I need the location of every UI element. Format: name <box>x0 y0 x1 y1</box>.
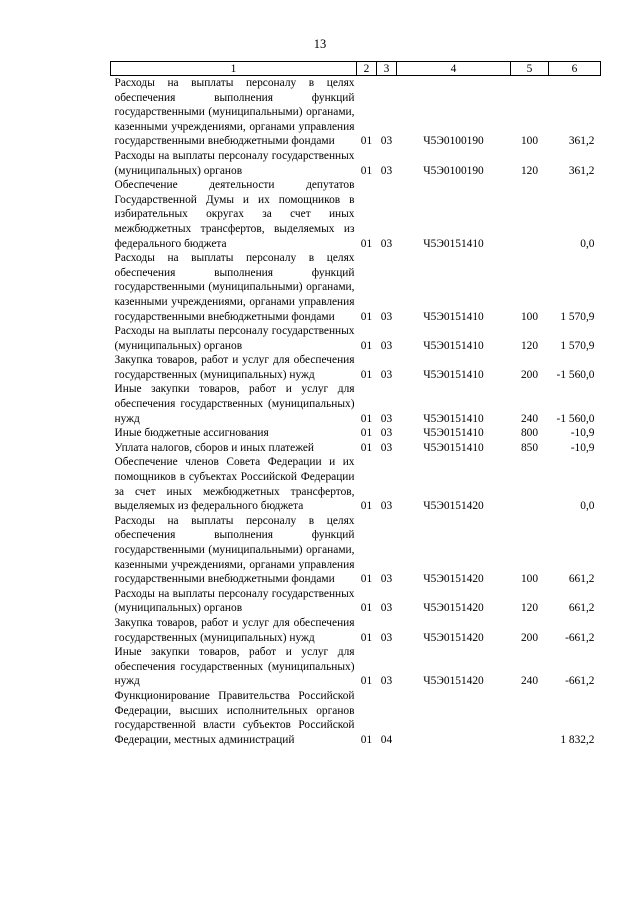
cell-sum: 1 570,9 <box>560 339 595 352</box>
cell-name: Функционирование Правительства Российской Федерации, высших исполнительных органов государственной власти субъектов Российской Федерации, местных администраций <box>114 689 355 746</box>
cell-rz: 01 <box>360 733 373 746</box>
column-header: 6 <box>549 62 601 76</box>
cell-pr: 03 <box>380 412 393 425</box>
cell-csr: Ч5Э0151420 <box>423 500 484 513</box>
table-row <box>111 441 601 456</box>
cell-pr: 03 <box>380 602 393 615</box>
cell-vr: 120 <box>520 602 539 615</box>
cell-vr <box>511 689 549 747</box>
cell-name: Иные закупки товаров, работ и услуг для обеспечения государственных (муниципальных) нужд <box>114 383 355 425</box>
cell-name: Иные бюджетные ассигнования <box>114 427 269 440</box>
cell-rz: 01 <box>360 237 373 250</box>
cell-pr: 03 <box>380 164 393 177</box>
cell-name: Иные закупки товаров, работ и услуг для обеспечения государственных (муниципальных) нужд <box>114 646 355 688</box>
table-row <box>111 251 601 324</box>
cell-csr: Ч5Э0151410 <box>423 237 484 250</box>
table-row <box>111 178 601 251</box>
cell-pr: 03 <box>380 675 393 688</box>
cell-rz: 01 <box>360 500 373 513</box>
cell-name: Расходы на выплаты персоналу в целях обеспечения выполнения функций государственными (муниципальными) органами, казенными учреждениями, органами управления государственными внебюджетными фондами <box>114 514 355 586</box>
cell-csr: Ч5Э0151410 <box>423 310 484 323</box>
cell-csr: Ч5Э0100190 <box>423 135 484 148</box>
table-row <box>111 587 601 616</box>
cell-vr: 100 <box>520 310 539 323</box>
cell-name: Расходы на выплаты персоналу государственных (муниципальных) органов <box>114 149 355 177</box>
cell-vr <box>511 178 549 251</box>
cell-sum: -661,2 <box>565 631 595 644</box>
table-row <box>111 76 601 149</box>
cell-name: Обеспечение деятельности депутатов Государственной Думы и их помощников в избирательных округах за счет иных межбюджетных трансфертов, выделяемых из федерального бюджета <box>114 179 355 250</box>
cell-vr <box>511 455 549 513</box>
cell-rz: 01 <box>360 339 373 352</box>
table-row <box>111 426 601 441</box>
cell-name: Расходы на выплаты персоналу в целях обеспечения выполнения функций государственными (муниципальными) органами, казенными учреждениями, органами управления государственными внебюджетными фондами <box>114 252 355 323</box>
cell-sum: 661,2 <box>568 573 595 586</box>
cell-rz: 01 <box>360 412 373 425</box>
cell-sum: -10,9 <box>570 427 595 440</box>
cell-csr: Ч5Э0151410 <box>423 427 484 440</box>
cell-vr: 120 <box>520 164 539 177</box>
cell-sum: -661,2 <box>565 675 595 688</box>
cell-name: Закупка товаров, работ и услуг для обеспечения государственных (муниципальных) нужд <box>114 354 355 381</box>
cell-name: Уплата налогов, сборов и иных платежей <box>114 441 314 454</box>
cell-vr: 800 <box>520 427 539 440</box>
cell-sum: 0,0 <box>580 237 595 250</box>
cell-rz: 01 <box>360 368 373 381</box>
cell-pr: 03 <box>380 368 393 381</box>
cell-rz: 01 <box>360 675 373 688</box>
cell-vr: 120 <box>520 339 539 352</box>
cell-vr: 100 <box>520 135 539 148</box>
cell-name: Расходы на выплаты персоналу государственных (муниципальных) органов <box>114 325 355 352</box>
cell-sum: 661,2 <box>568 602 595 615</box>
column-header: 4 <box>397 62 511 76</box>
cell-csr: Ч5Э0151410 <box>423 339 484 352</box>
cell-pr: 03 <box>380 573 393 586</box>
cell-pr: 03 <box>380 427 393 440</box>
cell-pr: 04 <box>380 733 393 746</box>
column-header: 1 <box>111 62 357 76</box>
cell-csr: Ч5Э0151420 <box>423 675 484 688</box>
cell-vr: 100 <box>520 573 539 586</box>
cell-pr: 03 <box>380 631 393 644</box>
cell-sum: -10,9 <box>570 441 595 454</box>
cell-csr: Ч5Э0151420 <box>423 631 484 644</box>
cell-csr: Ч5Э0151410 <box>423 412 484 425</box>
table-row <box>111 324 601 353</box>
cell-rz: 01 <box>360 427 373 440</box>
cell-sum: 1 832,2 <box>560 733 595 746</box>
table-row <box>111 149 601 178</box>
cell-sum: 361,2 <box>568 135 595 148</box>
cell-rz: 01 <box>360 135 373 148</box>
cell-vr: 240 <box>520 412 539 425</box>
table-row <box>111 382 601 426</box>
cell-rz: 01 <box>360 602 373 615</box>
cell-name: Закупка товаров, работ и услуг для обеспечения государственных (муниципальных) нужд <box>114 616 355 644</box>
cell-pr: 03 <box>380 135 393 148</box>
cell-pr: 03 <box>380 441 393 454</box>
cell-sum: 0,0 <box>580 500 595 513</box>
cell-name: Расходы на выплаты персоналу государственных (муниципальных) органов <box>114 587 355 615</box>
cell-rz: 01 <box>360 441 373 454</box>
table-row <box>111 616 601 645</box>
page-number: 13 <box>313 37 327 51</box>
column-header: 2 <box>357 62 377 76</box>
cell-sum: -1 560,0 <box>556 412 595 425</box>
cell-pr: 03 <box>380 237 393 250</box>
cell-vr: 240 <box>520 675 539 688</box>
cell-csr: Ч5Э0151420 <box>423 602 484 615</box>
cell-vr: 200 <box>520 368 539 381</box>
cell-name: Расходы на выплаты персоналу в целях обеспечения выполнения функций государственными (муниципальными) органами, казенными учреждениями, органами управления государственными внебюджетными фондами <box>114 77 355 148</box>
cell-rz: 01 <box>360 573 373 586</box>
cell-vr: 850 <box>520 441 539 454</box>
cell-rz: 01 <box>360 164 373 177</box>
cell-csr: Ч5Э0151420 <box>423 573 484 586</box>
cell-csr <box>397 689 511 747</box>
column-header: 3 <box>377 62 397 76</box>
cell-rz: 01 <box>360 631 373 644</box>
table-row <box>111 455 601 513</box>
cell-name: Обеспечение членов Совета Федерации и их помощников в субъектах Российской Федерации за счет иных межбюджетных трансфертов, выделяемых из федерального бюджета <box>114 456 355 513</box>
table-row <box>111 689 601 747</box>
table-row <box>111 645 601 689</box>
cell-pr: 03 <box>380 500 393 513</box>
cell-vr: 200 <box>520 631 539 644</box>
table-row <box>111 353 601 382</box>
cell-rz: 01 <box>360 310 373 323</box>
cell-csr: Ч5Э0100190 <box>423 164 484 177</box>
cell-pr: 03 <box>380 339 393 352</box>
budget-table <box>110 61 601 747</box>
cell-sum: 1 570,9 <box>560 310 595 323</box>
cell-csr: Ч5Э0151410 <box>423 441 484 454</box>
cell-pr: 03 <box>380 310 393 323</box>
table-header-row <box>111 62 601 76</box>
cell-sum: -1 560,0 <box>556 368 595 381</box>
cell-csr: Ч5Э0151410 <box>423 368 484 381</box>
column-header: 5 <box>511 62 549 76</box>
table-row <box>111 514 601 587</box>
cell-sum: 361,2 <box>568 164 595 177</box>
